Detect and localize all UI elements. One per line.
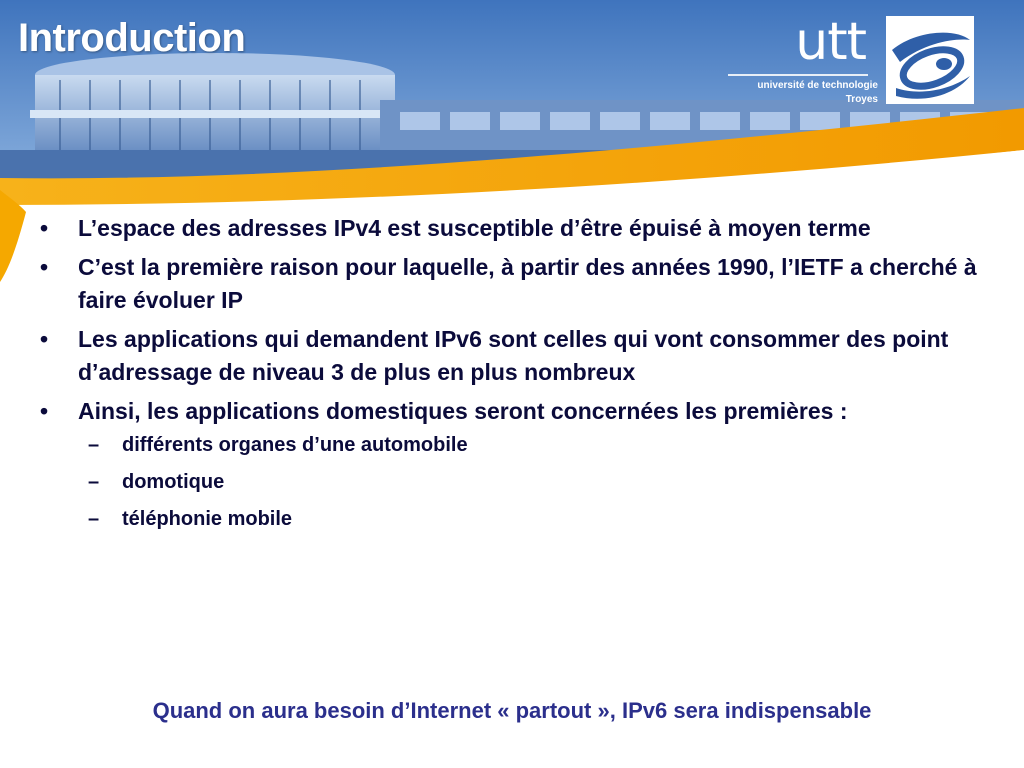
bullet-item (40, 212, 990, 245)
sub-bullet-text: domotique (122, 471, 225, 493)
sub-bullet-item (78, 506, 990, 533)
bullet-list (40, 212, 990, 533)
slide-body (40, 212, 990, 543)
sub-bullet-marker: – (88, 508, 100, 530)
sub-bullet-list (78, 432, 990, 533)
sub-bullet-marker: – (88, 434, 100, 456)
utt-logo (728, 12, 976, 108)
slide-title: Introduction (18, 16, 246, 60)
conclusion-statement: Quand on aura besoin d’Internet « partout », IPv6 sera indispensable (152, 698, 872, 723)
logo-emblem-icon (886, 16, 974, 104)
logo-divider (728, 74, 868, 76)
bullet-marker: • (40, 398, 49, 424)
sub-bullet-text: différents organes d’une automobile (122, 434, 468, 456)
bullet-text: L’espace des adresses IPv4 est susceptible d’être épuisé à moyen terme (78, 215, 871, 241)
bullet-text: Les applications qui demandent IPv6 sont celles qui vont consommer des point d’adressage de niveau 3 de plus en plus nombreux (78, 326, 949, 385)
bullet-text: C’est la première raison pour laquelle, à partir des années 1990, l’IETF a cherché à faire évoluer IP (78, 254, 977, 313)
sub-bullet-item (78, 432, 990, 459)
logo-wordmark: utt (795, 12, 866, 72)
logo-subtitle-line1: université de technologie (757, 80, 878, 91)
bullet-item (40, 395, 990, 533)
logo-subtitle-line2: Troyes (845, 94, 878, 105)
logo-text-block (728, 12, 878, 72)
sub-bullet-item (78, 469, 990, 496)
bullet-marker: • (40, 215, 49, 241)
bullet-marker: • (40, 326, 49, 352)
bullet-text: Ainsi, les applications domestiques seront concernées les premières : (78, 398, 848, 424)
sub-bullet-marker: – (88, 471, 100, 493)
bullet-marker: • (40, 254, 49, 280)
sub-bullet-text: téléphonie mobile (122, 508, 293, 530)
bullet-item (40, 323, 990, 389)
bullet-item (40, 251, 990, 317)
